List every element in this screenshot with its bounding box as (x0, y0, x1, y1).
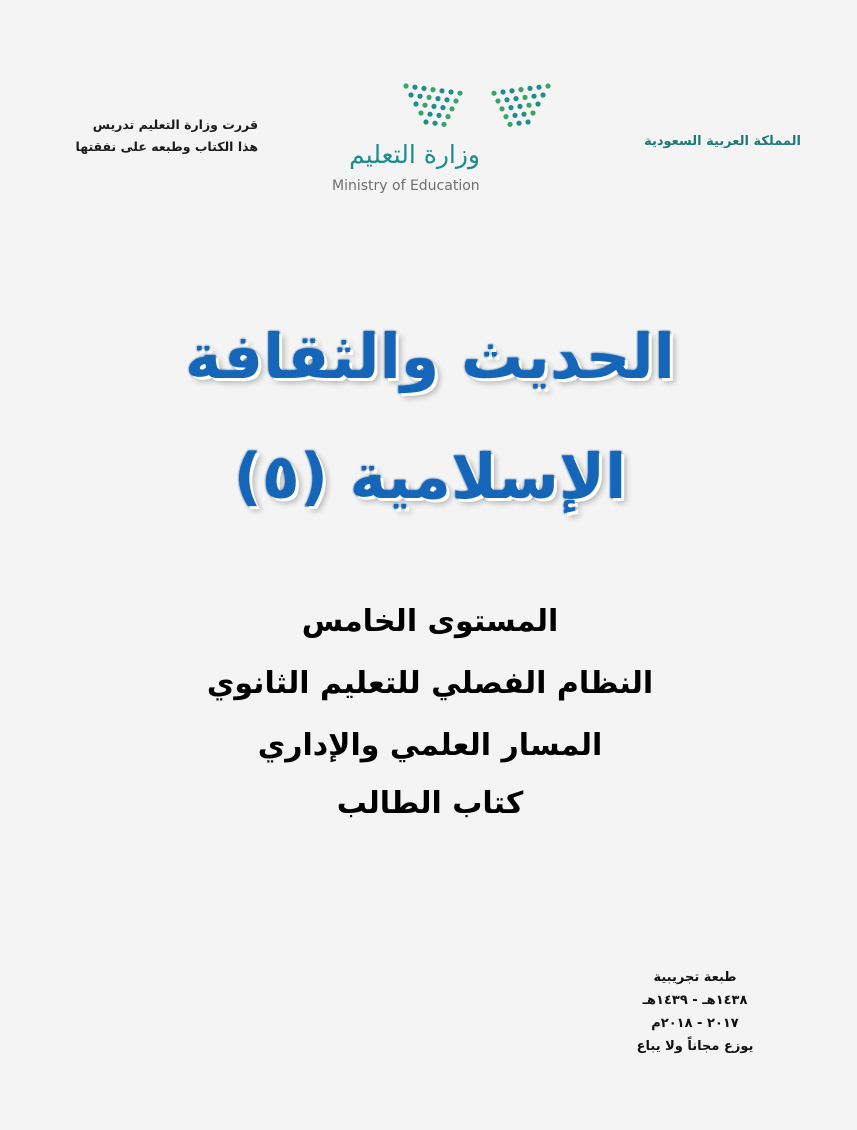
logo-dot (403, 83, 408, 88)
logo-dot (507, 122, 512, 127)
logo-dot (412, 85, 417, 90)
logo-dot (535, 101, 540, 106)
logo-dot (512, 113, 517, 118)
free-distribution-note: يوزع مجاناً ولا يباع (636, 1039, 754, 1054)
logo-dot (509, 88, 514, 93)
edition-hijri-years: ١٤٣٨هـ - ١٤٣٩هـ (642, 993, 748, 1008)
logo-dot (439, 88, 444, 93)
logo-arabic-name: وزارة التعليم (349, 140, 480, 169)
logo-dot (431, 104, 436, 109)
logo-dot (522, 95, 527, 100)
ministry-logo-icon (402, 80, 552, 136)
edition-type: طبعة تجريبية (653, 970, 737, 985)
logo-dot (413, 101, 418, 106)
logo-dot (545, 83, 550, 88)
logo-dot (503, 114, 508, 119)
logo-dot (417, 94, 422, 99)
ministry-decree (75, 114, 258, 158)
logo-dot (517, 104, 522, 109)
logo-dot (453, 98, 458, 103)
logo-dot (495, 98, 500, 103)
logo-dot (525, 119, 530, 124)
country-label: المملكة العربية السعودية (644, 134, 801, 149)
logo-dot (440, 105, 445, 110)
decree-line-2: هذا الكتاب وطبعه على نفقتها (75, 139, 258, 154)
logo-dot (444, 97, 449, 102)
logo-dot (540, 92, 545, 97)
level-heading: المستوى الخامس (301, 604, 559, 639)
logo-dot (430, 87, 435, 92)
decree-line-1: قررت وزارة التعليم تدريس (92, 117, 258, 132)
logo-dot (445, 114, 450, 119)
logo-dot (504, 97, 509, 102)
logo-dot (536, 85, 541, 90)
book-type-heading: كتاب الطالب (336, 786, 524, 821)
logo-dot (521, 112, 526, 117)
logo-dot (491, 91, 496, 96)
logo-english-name: Ministry of Education (332, 178, 480, 194)
book-title-line-2: الإسلامية (٥) (233, 440, 627, 513)
logo-dot (436, 113, 441, 118)
logo-dot (457, 91, 462, 96)
logo-dot (441, 122, 446, 127)
logo-dot (421, 86, 426, 91)
edition-gregorian-years: ٢٠١٧ - ٢٠١٨م (651, 1016, 739, 1031)
logo-dot (418, 110, 423, 115)
logo-dot (530, 110, 535, 115)
logo-dot (427, 112, 432, 117)
logo-dot (500, 89, 505, 94)
logo-dot (513, 96, 518, 101)
track-heading: المسار العلمي والإداري (257, 728, 603, 763)
logo-dot (531, 94, 536, 99)
system-heading: النظام الفصلي للتعليم الثانوي (206, 666, 654, 701)
logo-dot (449, 106, 454, 111)
logo-dot (422, 103, 427, 108)
logo-dot (435, 96, 440, 101)
logo-dot (516, 121, 521, 126)
logo-dot (408, 92, 413, 97)
logo-dot (448, 89, 453, 94)
logo-dot (527, 86, 532, 91)
logo-dot (499, 106, 504, 111)
logo-dot (432, 121, 437, 126)
ministry-logo (326, 80, 556, 200)
logo-dot (508, 105, 513, 110)
logo-dot (426, 95, 431, 100)
logo-dot (423, 119, 428, 124)
logo-dot (526, 103, 531, 108)
book-title-line-1: الحديث والثقافة (184, 320, 675, 393)
logo-dot (518, 87, 523, 92)
edition-info (605, 966, 785, 1058)
